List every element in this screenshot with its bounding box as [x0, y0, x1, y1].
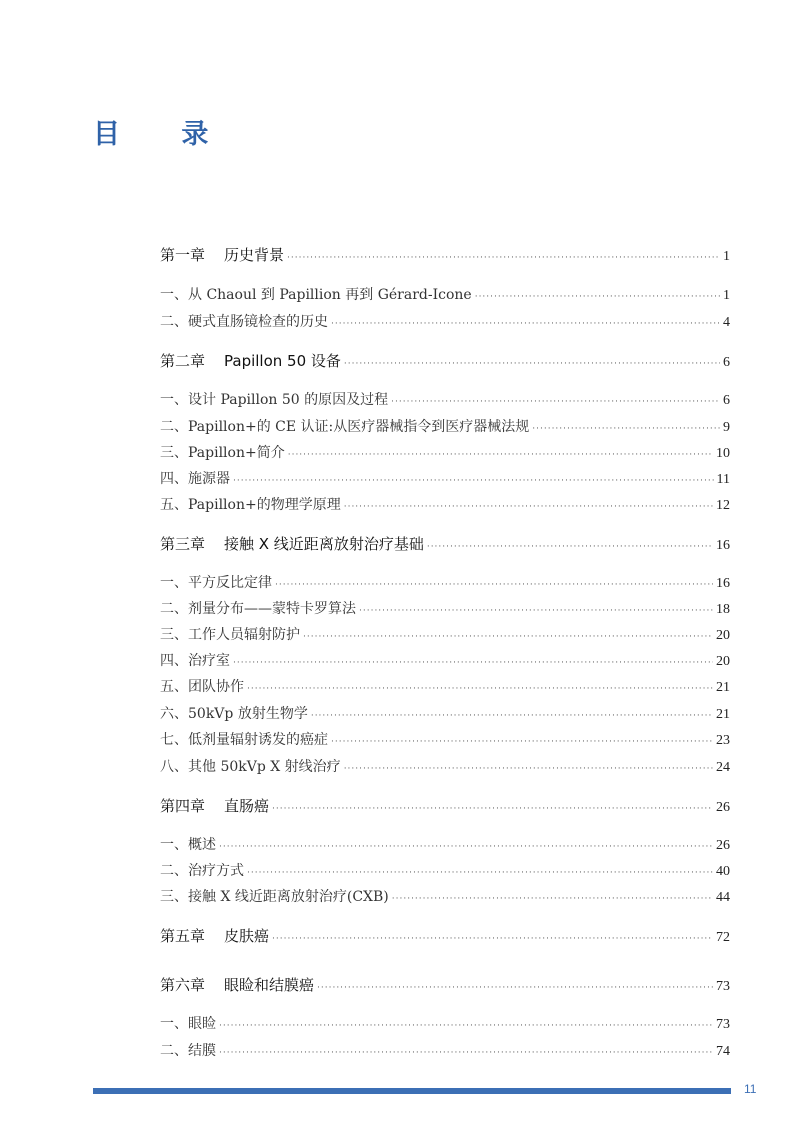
entry-page-number: 9: [723, 420, 730, 435]
dot-leader: [391, 397, 720, 407]
chapter-title: 皮肤癌: [224, 927, 270, 945]
entry-page-number: 74: [716, 1044, 730, 1059]
entry-page-number: 73: [716, 1017, 730, 1032]
entry-page-number: 16: [716, 576, 730, 591]
chapter-number: 第一章: [160, 246, 206, 264]
dot-leader: [331, 319, 720, 329]
toc-section-entry[interactable]: [160, 311, 730, 331]
dot-leader: [219, 1021, 713, 1031]
entry-page-number: 6: [723, 355, 730, 370]
entry-page-number: 73: [716, 979, 730, 994]
entry-page-number: 6: [723, 393, 730, 408]
toc-section-entry[interactable]: [160, 834, 730, 854]
toc-section-entry[interactable]: [160, 1013, 730, 1033]
dot-leader: [317, 983, 713, 993]
entry-page-number: 20: [716, 654, 730, 669]
dot-leader: [344, 359, 720, 369]
section-title: 一、眼睑: [160, 1016, 216, 1032]
entry-page-number: 4: [723, 315, 730, 330]
toc-section-entry[interactable]: [160, 729, 730, 749]
entry-page-number: 10: [716, 446, 730, 461]
dot-leader: [272, 934, 713, 944]
chapter-title: 历史背景: [224, 246, 285, 264]
entry-page-number: 18: [716, 602, 730, 617]
footer-bar: [93, 1088, 731, 1094]
toc-section-entry[interactable]: [160, 572, 730, 592]
entry-page-number: 23: [716, 733, 730, 748]
dot-leader: [344, 502, 713, 512]
page-number: 11: [744, 1082, 757, 1096]
entry-page-number: 12: [716, 498, 730, 513]
chapter-label: [160, 350, 341, 371]
dot-leader: [288, 450, 713, 460]
toc-chapter-entry[interactable]: [160, 795, 730, 816]
dot-leader: [532, 424, 720, 434]
toc-chapter-entry[interactable]: [160, 974, 730, 995]
toc-section-entry[interactable]: [160, 650, 730, 670]
dot-leader: [272, 804, 713, 814]
toc-section-entry[interactable]: [160, 886, 730, 906]
dot-leader: [311, 711, 713, 721]
dot-leader: [233, 476, 714, 486]
chapter-title: 接触 X 线近距离放射治疗基础: [224, 535, 424, 553]
toc-chapter-entry[interactable]: [160, 244, 730, 265]
section-title: 二、硬式直肠镜检查的历史: [160, 314, 328, 330]
chapter-label: [160, 244, 284, 265]
section-title: 二、治疗方式: [160, 863, 244, 879]
toc-section-entry[interactable]: [160, 494, 730, 514]
section-title: 三、接触 X 线近距离放射治疗(CXB): [160, 889, 389, 905]
section-title: 一、设计 Papillon 50 的原因及过程: [160, 392, 389, 408]
entry-page-number: 72: [716, 930, 730, 945]
section-title: 七、低剂量辐射诱发的癌症: [160, 732, 328, 748]
dot-leader: [344, 764, 713, 774]
dot-leader: [219, 1048, 713, 1058]
toc-section-entry[interactable]: [160, 442, 730, 462]
section-title: 一、从 Chaoul 到 Papillion 再到 Gérard-Icone: [160, 287, 472, 303]
toc-section-entry[interactable]: [160, 676, 730, 696]
entry-page-number: 11: [716, 472, 730, 487]
section-title: 八、其他 50kVp X 射线治疗: [160, 759, 341, 775]
toc-section-entry[interactable]: [160, 284, 730, 304]
chapter-label: [160, 533, 424, 554]
chapter-number: 第六章: [160, 976, 206, 994]
chapter-title: 直肠癌: [224, 797, 270, 815]
toc-section-entry[interactable]: [160, 756, 730, 776]
entry-page-number: 1: [723, 288, 730, 303]
section-title: 六、50kVp 放射生物学: [160, 706, 308, 722]
chapter-label: [160, 795, 269, 816]
toc-chapter-entry[interactable]: [160, 350, 730, 371]
entry-page-number: 20: [716, 628, 730, 643]
entry-page-number: 44: [716, 890, 730, 905]
dot-leader: [247, 868, 713, 878]
chapter-title: 眼睑和结膜癌: [224, 976, 315, 994]
toc-section-entry[interactable]: [160, 1040, 730, 1060]
entry-page-number: 26: [716, 800, 730, 815]
toc-section-entry[interactable]: [160, 860, 730, 880]
section-title: 一、平方反比定律: [160, 575, 272, 591]
dot-leader: [475, 292, 720, 302]
dot-leader: [233, 658, 713, 668]
entry-page-number: 1: [723, 249, 730, 264]
section-title: 五、团队协作: [160, 679, 244, 695]
toc-chapter-entry[interactable]: [160, 925, 730, 946]
entry-page-number: 26: [716, 838, 730, 853]
section-title: 二、结膜: [160, 1043, 216, 1059]
dot-leader: [247, 684, 713, 694]
section-title: 二、Papillon+的 CE 认证:从医疗器械指令到医疗器械法规: [160, 419, 530, 435]
toc-section-entry[interactable]: [160, 703, 730, 723]
dot-leader: [427, 542, 713, 552]
toc-section-entry[interactable]: [160, 468, 730, 488]
dot-leader: [287, 253, 720, 263]
section-title: 三、工作人员辐射防护: [160, 627, 300, 643]
section-title: 一、概述: [160, 837, 216, 853]
section-title: 五、Papillon+的物理学原理: [160, 497, 341, 513]
toc-section-entry[interactable]: [160, 598, 730, 618]
section-title: 四、施源器: [160, 471, 230, 487]
page-title: 目 录: [93, 119, 235, 150]
entry-page-number: 21: [716, 680, 730, 695]
toc-section-entry[interactable]: [160, 389, 730, 409]
dot-leader: [392, 894, 713, 904]
section-title: 三、Papillon+简介: [160, 445, 285, 461]
toc-section-entry[interactable]: [160, 624, 730, 644]
toc-chapter-entry[interactable]: [160, 533, 730, 554]
dot-leader: [275, 580, 713, 590]
toc-section-entry[interactable]: [160, 416, 730, 436]
dot-leader: [303, 632, 713, 642]
dot-leader: [359, 606, 713, 616]
chapter-number: 第三章: [160, 535, 206, 553]
dot-leader: [331, 737, 713, 747]
entry-page-number: 40: [716, 864, 730, 879]
chapter-number: 第五章: [160, 927, 206, 945]
section-title: 四、治疗室: [160, 653, 230, 669]
entry-page-number: 16: [716, 538, 730, 553]
chapter-label: [160, 974, 314, 995]
chapter-number: 第二章: [160, 352, 206, 370]
chapter-number: 第四章: [160, 797, 206, 815]
entry-page-number: 24: [716, 760, 730, 775]
entry-page-number: 21: [716, 707, 730, 722]
chapter-label: [160, 925, 269, 946]
section-title: 二、剂量分布——蒙特卡罗算法: [160, 601, 356, 617]
dot-leader: [219, 842, 713, 852]
chapter-title: Papillon 50 设备: [224, 352, 341, 370]
